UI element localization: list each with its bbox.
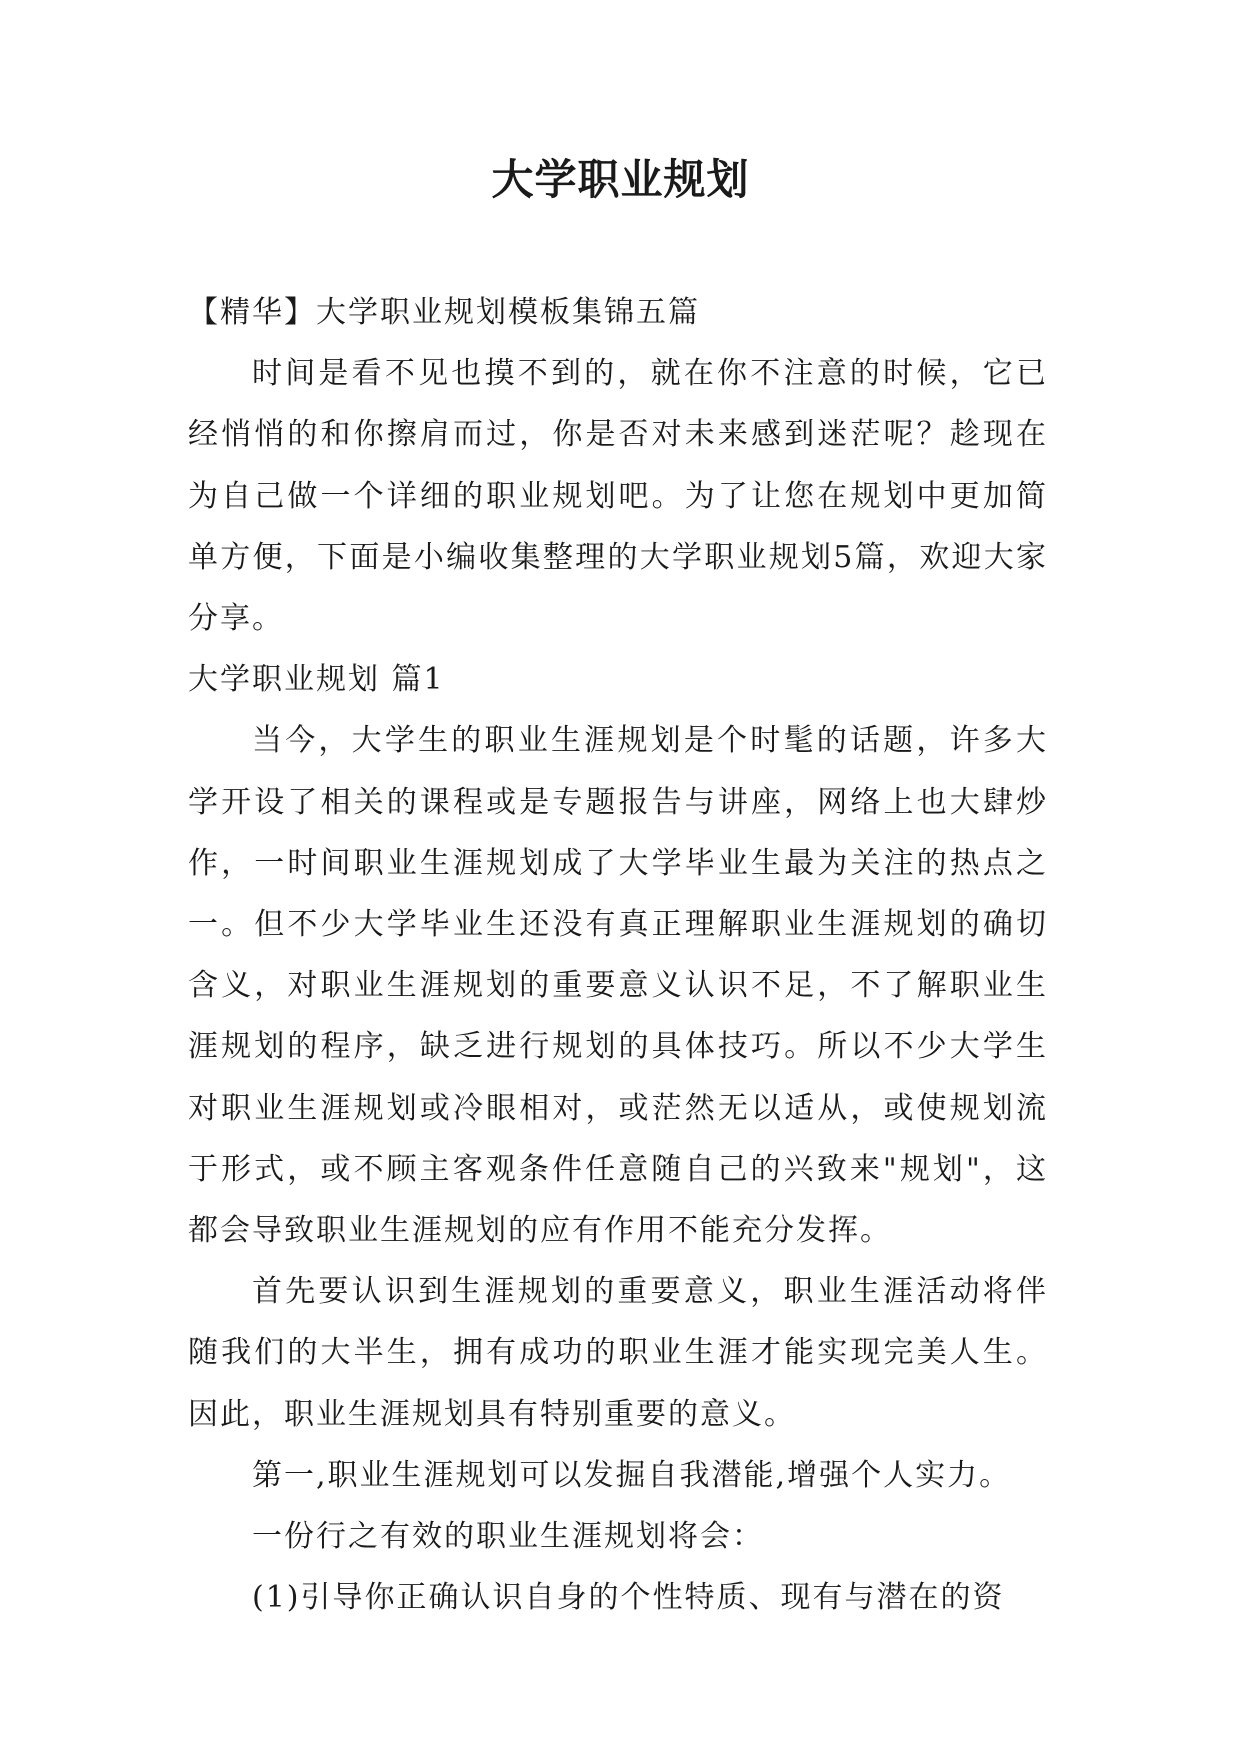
document-body: [188, 282, 1048, 1628]
section-heading: 大学职业规划 篇1: [188, 662, 445, 698]
document-title: 大学职业规划: [491, 155, 750, 204]
document-subtitle: 【精华】大学职业规划模板集锦五篇: [188, 295, 700, 330]
paragraph: 一份行之有效的职业生涯规划将会：: [252, 1519, 764, 1555]
paragraph-intro: 时间是看不见也摸不到的，就在你不注意的时候，它已经悄悄的和你擦肩而过，你是否对未来感到迷茫呢？趁现在为自己做一个详细的职业规划吧。为了让您在规划中更加简单方便，下面是小编收集整理的大学职业规划5篇，欢迎大家分享。: [188, 356, 1048, 637]
paragraph: 首先要认识到生涯规划的重要意义，职业生涯活动将伴随我们的大半生，拥有成功的职业生涯才能实现完美人生。因此，职业生涯规划具有特别重要的意义。: [188, 1274, 1048, 1432]
paragraph: 第一,职业生涯规划可以发掘自我潜能,增强个人实力。: [252, 1457, 1012, 1493]
paragraph: 当今，大学生的职业生涯规划是个时髦的话题，许多大学开设了相关的课程或是专题报告与讲座，网络上也大肆炒作，一时间职业生涯规划成了大学毕业生最为关注的热点之一。但不少大学毕业生还没有真正理解职业生涯规划的确切含义，对职业生涯规划的重要意义认识不足，不了解职业生涯规划的程序，缺乏进行规划的具体技巧。所以不少大学生对职业生涯规划或冷眼相对，或茫然无以适从，或使规划流于形式，或不顾主客观条件任意随自己的兴致来"规划"，这都会导致职业生涯规划的应有作用不能充分发挥。: [188, 723, 1048, 1249]
paragraph: (1)引导你正确认识自身的个性特质、现有与潜在的资: [252, 1580, 1005, 1616]
